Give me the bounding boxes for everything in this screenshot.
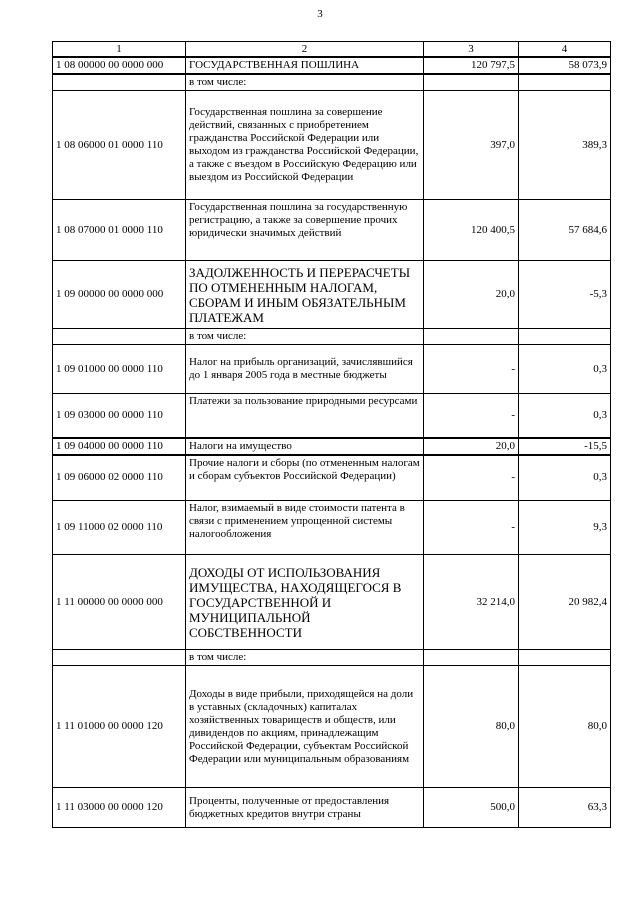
row-value-col3 — [424, 329, 519, 345]
row-value-col4: 20 982,4 — [519, 555, 611, 650]
row-value-col4 — [519, 329, 611, 345]
row-value-col4: 0,3 — [519, 455, 611, 501]
row-value-col4: -15,5 — [519, 438, 611, 455]
row-value-col3: 120 797,5 — [424, 57, 519, 74]
table-row — [53, 438, 611, 455]
row-value-col3: 80,0 — [424, 666, 519, 788]
row-value-col3: - — [424, 345, 519, 394]
table-row — [53, 261, 611, 329]
table-row — [53, 501, 611, 555]
revenue-table — [52, 41, 611, 828]
row-code: 1 09 01000 00 0000 110 — [53, 345, 186, 394]
row-name: в том числе: — [186, 329, 424, 345]
row-value-col3: 20,0 — [424, 438, 519, 455]
row-value-col3: - — [424, 455, 519, 501]
row-name: Проценты, полученные от предоставления бюджетных кредитов внутри страны — [186, 788, 424, 828]
row-value-col3: 397,0 — [424, 91, 519, 200]
row-value-col3: - — [424, 501, 519, 555]
table-row — [53, 455, 611, 501]
row-value-col4: 389,3 — [519, 91, 611, 200]
row-value-col4: 63,3 — [519, 788, 611, 828]
row-value-col3: - — [424, 394, 519, 438]
row-code — [53, 650, 186, 666]
row-value-col4: 58 073,9 — [519, 57, 611, 74]
row-name: в том числе: — [186, 650, 424, 666]
row-name: в том числе: — [186, 74, 424, 91]
row-value-col4: 0,3 — [519, 345, 611, 394]
row-name: ГОСУДАРСТВЕННАЯ ПОШЛИНА — [186, 57, 424, 74]
row-name: Платежи за пользование природными ресурсами — [186, 394, 424, 438]
table-row — [53, 200, 611, 261]
row-code: 1 08 07000 01 0000 110 — [53, 200, 186, 261]
row-name: Государственная пошлина за совершение действий, связанных с приобретением гражданства Российской Федерации или выходом из гражданства Российской Федерации, а также с въездом в Российскую Федерацию или выездом из Российской Федерации — [186, 91, 424, 200]
table-row — [53, 329, 611, 345]
row-value-col4: 80,0 — [519, 666, 611, 788]
row-code: 1 11 00000 00 0000 000 — [53, 555, 186, 650]
row-name: Налог, взимаемый в виде стоимости патента в связи с применением упрощенной системы налогообложения — [186, 501, 424, 555]
row-value-col3 — [424, 650, 519, 666]
row-code: 1 11 01000 00 0000 120 — [53, 666, 186, 788]
row-name: Налоги на имущество — [186, 438, 424, 455]
row-value-col4: -5,3 — [519, 261, 611, 329]
row-name: Прочие налоги и сборы (по отмененным налогам и сборам субъектов Российской Федерации) — [186, 455, 424, 501]
row-code: 1 09 06000 02 0000 110 — [53, 455, 186, 501]
row-value-col4 — [519, 74, 611, 91]
table-row — [53, 666, 611, 788]
row-value-col4: 9,3 — [519, 501, 611, 555]
row-code: 1 08 00000 00 0000 000 — [53, 57, 186, 74]
row-value-col3: 120 400,5 — [424, 200, 519, 261]
table-row — [53, 57, 611, 74]
row-value-col3 — [424, 74, 519, 91]
row-code: 1 11 03000 00 0000 120 — [53, 788, 186, 828]
row-code — [53, 329, 186, 345]
row-value-col4: 57 684,6 — [519, 200, 611, 261]
table-row — [53, 394, 611, 438]
row-value-col3: 20,0 — [424, 261, 519, 329]
column-header-4: 4 — [519, 42, 611, 58]
row-name: Государственная пошлина за государственную регистрацию, а также за совершение прочих юридически значимых действий — [186, 200, 424, 261]
row-value-col3: 500,0 — [424, 788, 519, 828]
column-header-3: 3 — [424, 42, 519, 58]
table-row — [53, 555, 611, 650]
row-value-col4 — [519, 650, 611, 666]
table-row — [53, 91, 611, 200]
row-code — [53, 74, 186, 91]
row-code: 1 09 00000 00 0000 000 — [53, 261, 186, 329]
row-code: 1 09 04000 00 0000 110 — [53, 438, 186, 455]
table-row — [53, 74, 611, 91]
table-row — [53, 345, 611, 394]
column-header-1: 1 — [53, 42, 186, 58]
column-header-2: 2 — [186, 42, 424, 58]
page-number: 3 — [317, 8, 323, 20]
row-value-col3: 32 214,0 — [424, 555, 519, 650]
row-name: Доходы в виде прибыли, приходящейся на доли в уставных (складочных) капиталах хозяйственных товариществ и обществ, или дивидендов по акциям, принадлежащим Российской Федерации, субъектам Российской Федерации или муниципальным образованиям — [186, 666, 424, 788]
row-value-col4: 0,3 — [519, 394, 611, 438]
table-row — [53, 788, 611, 828]
row-code: 1 09 03000 00 0000 110 — [53, 394, 186, 438]
row-name: ЗАДОЛЖЕННОСТЬ И ПЕРЕРАСЧЕТЫ ПО ОТМЕНЕННЫМ НАЛОГАМ, СБОРАМ И ИНЫМ ОБЯЗАТЕЛЬНЫМ ПЛАТЕЖАМ — [186, 261, 424, 329]
row-name: Налог на прибыль организаций, зачислявшийся до 1 января 2005 года в местные бюджеты — [186, 345, 424, 394]
row-name: ДОХОДЫ ОТ ИСПОЛЬЗОВАНИЯ ИМУЩЕСТВА, НАХОДЯЩЕГОСЯ В ГОСУДАРСТВЕННОЙ И МУНИЦИПАЛЬНОЙ СОБСТВЕННОСТИ — [186, 555, 424, 650]
table-row — [53, 650, 611, 666]
row-code: 1 08 06000 01 0000 110 — [53, 91, 186, 200]
row-code: 1 09 11000 02 0000 110 — [53, 501, 186, 555]
header-row — [53, 42, 611, 58]
